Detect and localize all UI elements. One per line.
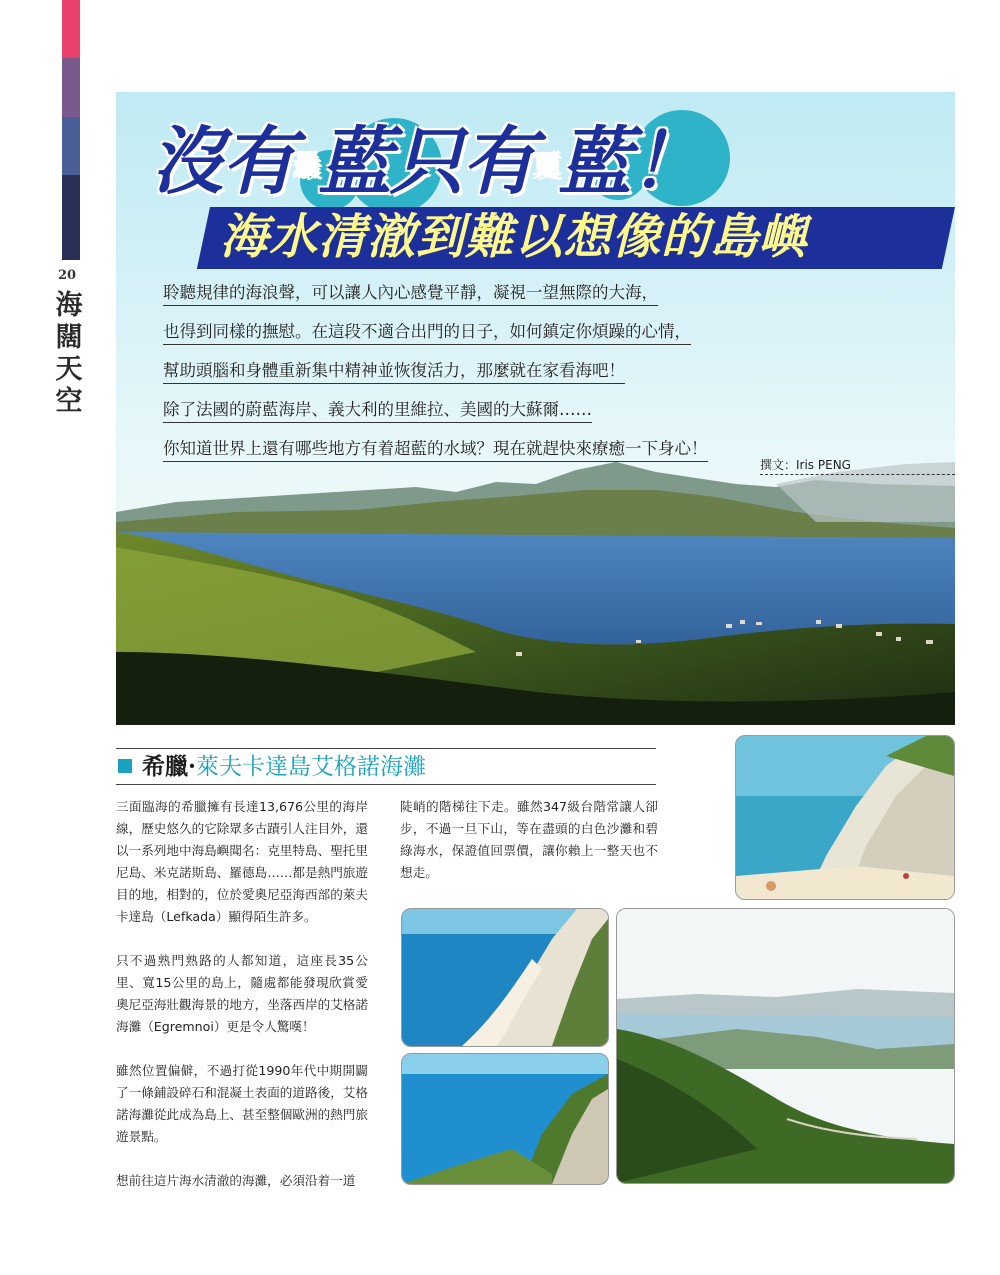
- photo-beach-cliff: [735, 735, 955, 900]
- section-char: 空: [55, 386, 83, 417]
- photo-island-panorama: [616, 908, 955, 1184]
- intro-line: 聆聽規律的海浪聲，可以讓人內心感覺平靜，凝視一望無際的大海，: [163, 280, 658, 306]
- photo-cliff-path: [401, 1053, 609, 1185]
- body-column-2: [400, 796, 658, 906]
- section-marker: [118, 759, 132, 773]
- section-char: 海: [55, 290, 83, 321]
- color-strip-1: [62, 0, 80, 58]
- color-strip-2: [62, 58, 80, 117]
- page-number: 20: [58, 268, 77, 283]
- color-strip-4: [62, 175, 80, 260]
- headline-small: 最: [294, 151, 319, 182]
- body-paragraph: 只不過熟門熟路的人都知道，這座長35公里、寬15公里的島上，隨處都能發現欣賞愛奧尼亞海壯觀海景的地方，坐落西岸的艾格諾海灘（Egremnoi）更是令人驚嘆！: [116, 953, 368, 1034]
- byline-rule: [760, 474, 955, 475]
- section-char: 闊: [55, 322, 83, 353]
- body-paragraph: 雖然位置偏僻，不過打從1990年代中期開闢了一條鋪設碎石和混凝土表面的道路後，艾格諾海灘從此成為島上、甚至整個歐洲的熱門旅遊景點。: [116, 1063, 368, 1144]
- intro-paragraph: [163, 276, 863, 471]
- headline-part: 沒有: [150, 119, 294, 205]
- section-rule-bottom: [116, 784, 656, 785]
- body-paragraph: 陡峭的階梯往下走。雖然347級台階常讓人卻步，不過一旦下山，等在盡頭的白色沙灘和碧綠海水，保證值回票價，讓你賴上一整天也不想走。: [400, 799, 658, 880]
- subtitle: 海水清澈到難以想像的島嶼: [220, 209, 809, 265]
- color-strip-3: [62, 117, 80, 175]
- body-column-1: [116, 796, 368, 1214]
- section-rule-top: [116, 748, 656, 749]
- headline-part: 藍！: [558, 119, 703, 205]
- section-separator: ·: [188, 753, 197, 780]
- photo-coast-aerial: [401, 908, 609, 1047]
- section-country: 希臘: [142, 753, 188, 780]
- body-paragraph: 三面臨海的希臘擁有長達13,676公里的海岸線，歷史悠久的它除眾多古蹟引人注目外，還以一系列地中海島嶼聞名：克里特島、聖托里尼島、米克諾斯島、羅德島……都是熱門旅遊目的地，相對的，位於愛奧尼亞海西部的萊夫卡達島（Lefkada）顯得陌生許多。: [116, 799, 368, 924]
- intro-line: 除了法國的蔚藍海岸、義大利的里維拉、美國的大蘇爾……: [163, 397, 592, 423]
- section-name-vertical: [54, 290, 84, 418]
- section-place: 萊夫卡達島艾格諾海灘: [196, 754, 427, 780]
- body-paragraph: 想前往這片海水清澈的海灘，必須沿着一道: [116, 1173, 356, 1188]
- section-title: [142, 750, 426, 784]
- section-char: 天: [55, 354, 83, 385]
- intro-line: 也得到同樣的撫慰。在這段不適合出門的日子，如何鎮定你煩躁的心情，: [163, 319, 691, 345]
- intro-line: 幫助頭腦和身體重新集中精神並恢復活力，那麼就在家看海吧！: [163, 358, 625, 384]
- headline-small: 更: [534, 151, 559, 182]
- byline: 撰文：Iris PENG: [760, 458, 851, 472]
- headline-part: 藍只有: [318, 119, 535, 205]
- intro-line: 你知道世界上還有哪些地方有着超藍的水域？現在就趕快來療癒一下身心！: [163, 436, 708, 462]
